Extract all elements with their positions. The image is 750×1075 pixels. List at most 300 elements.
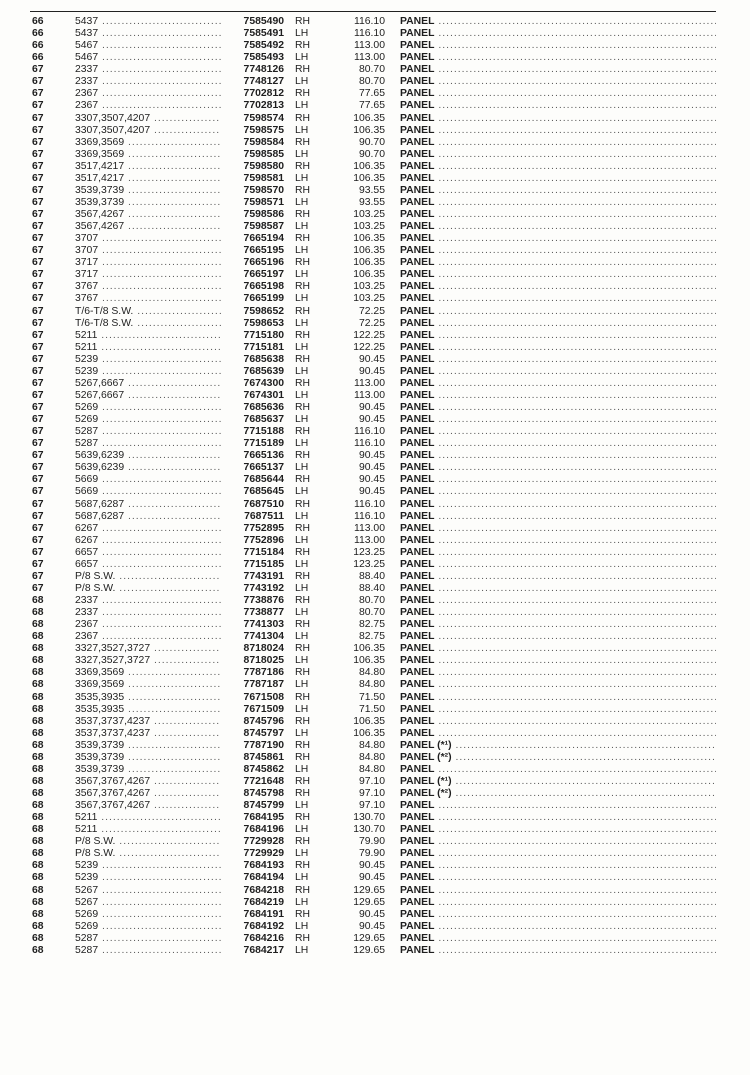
description-cell: PANEL ..... [400, 824, 716, 836]
price-cell: 122.25 [353, 341, 385, 353]
table-row [0, 426, 750, 438]
price-cell: 113.00 [353, 522, 385, 534]
table-row [0, 486, 750, 498]
model-cell: 5239 ..... [75, 860, 221, 872]
price-cell: 90.45 [358, 365, 385, 377]
table-row [0, 269, 750, 281]
description-cell: PANEL (*²) ..... [400, 752, 716, 764]
table-row [0, 643, 750, 655]
year-cell: 67 [32, 209, 44, 220]
model-cell: 5211 ..... [75, 812, 221, 824]
model-cell: 6657 ..... [75, 547, 221, 559]
price-cell: 123.25 [353, 558, 385, 570]
model-cell: 5437 ..... [75, 16, 221, 28]
part-number-cell: 7685638 [243, 353, 284, 365]
model-cell: 5467 ..... [75, 40, 221, 52]
table-row [0, 547, 750, 559]
year-cell: 67 [32, 293, 44, 305]
side-cell: LH [295, 293, 309, 305]
part-number-cell: 7715184 [243, 546, 284, 558]
side-cell: LH [295, 944, 309, 956]
description-cell: PANEL ..... [400, 631, 716, 643]
description-cell: PANEL ..... [400, 872, 716, 884]
table-row [0, 450, 750, 462]
year-cell: 68 [32, 848, 44, 860]
year-cell: 67 [32, 522, 44, 534]
side-cell: RH [295, 546, 311, 558]
table-row [0, 125, 750, 137]
year-cell: 67 [32, 570, 44, 582]
description-cell: PANEL ..... [400, 100, 716, 112]
table-row [0, 40, 750, 52]
year-cell: 67 [32, 450, 44, 462]
table-row [0, 704, 750, 716]
description-cell: PANEL (*¹) ..... [400, 776, 716, 788]
model-cell: 3539,3739 ..... [75, 197, 221, 209]
part-number-cell: 7665199 [243, 293, 284, 305]
price-cell: 122.25 [353, 329, 385, 341]
model-cell: 5239 ..... [75, 366, 221, 378]
side-cell: LH [295, 438, 309, 450]
price-cell: 106.35 [353, 160, 385, 172]
description-cell: PANEL ..... [400, 523, 716, 535]
part-number-cell: 7585491 [243, 28, 284, 40]
year-cell: 67 [32, 402, 44, 413]
description-cell: PANEL ..... [400, 547, 716, 559]
year-cell: 68 [32, 703, 44, 715]
year-cell: 68 [32, 667, 44, 679]
side-cell: LH [295, 172, 309, 184]
table-row [0, 88, 750, 100]
side-cell: RH [295, 619, 311, 631]
description-cell: PANEL ..... [400, 704, 716, 716]
side-cell: LH [295, 703, 309, 715]
model-cell: 3717 ..... [75, 257, 221, 269]
table-row [0, 113, 750, 125]
part-number-cell: 7738877 [243, 607, 284, 619]
part-number-cell: 8745862 [243, 763, 284, 775]
price-cell: 97.10 [358, 775, 385, 787]
side-cell: LH [295, 679, 309, 691]
description-cell: PANEL ..... [400, 667, 716, 679]
year-cell: 67 [32, 148, 44, 160]
year-cell: 67 [32, 438, 44, 450]
side-cell: LH [295, 341, 309, 353]
price-cell: 103.25 [353, 293, 385, 305]
description-cell: PANEL ..... [400, 486, 716, 498]
year-cell: 68 [32, 679, 44, 691]
description-cell: PANEL ..... [400, 607, 716, 619]
part-number-cell: 7752896 [243, 534, 284, 546]
table-row [0, 209, 750, 221]
part-number-cell: 7598653 [243, 317, 284, 329]
part-number-cell: 8718024 [243, 643, 284, 655]
parts-table [0, 16, 750, 957]
side-cell: RH [295, 16, 311, 27]
table-row [0, 402, 750, 414]
table-row [0, 245, 750, 257]
price-cell: 123.25 [353, 546, 385, 558]
part-number-cell: 8745799 [243, 800, 284, 812]
side-cell: LH [295, 148, 309, 160]
part-number-cell: 7715185 [243, 558, 284, 570]
price-cell: 106.35 [353, 124, 385, 136]
part-number-cell: 7702812 [243, 88, 284, 100]
side-cell: RH [295, 88, 311, 100]
side-cell: LH [295, 534, 309, 546]
part-number-cell: 7748126 [243, 64, 284, 76]
price-cell: 84.80 [358, 751, 385, 763]
table-row [0, 740, 750, 752]
table-row [0, 137, 750, 149]
side-cell: LH [295, 245, 309, 257]
description-cell: PANEL ..... [400, 438, 716, 450]
year-cell: 68 [32, 751, 44, 763]
year-cell: 67 [32, 510, 44, 522]
table-row [0, 848, 750, 860]
side-cell: LH [295, 607, 309, 619]
part-number-cell: 7685644 [243, 474, 284, 486]
price-cell: 88.40 [358, 582, 385, 594]
description-cell: PANEL ..... [400, 897, 716, 909]
price-cell: 80.70 [358, 607, 385, 619]
part-number-cell: 7721648 [243, 775, 284, 787]
price-cell: 90.45 [358, 414, 385, 426]
model-cell: 3567,4267 ..... [75, 221, 221, 233]
description-cell: PANEL ..... [400, 692, 716, 704]
model-cell: 5211 ..... [75, 342, 221, 354]
price-cell: 106.35 [353, 715, 385, 727]
description-cell: PANEL ..... [400, 571, 716, 583]
side-cell: LH [295, 655, 309, 667]
price-cell: 113.00 [353, 40, 385, 52]
year-cell: 68 [32, 872, 44, 884]
part-number-cell: 7684217 [243, 944, 284, 956]
side-cell: RH [295, 812, 311, 824]
description-cell: PANEL ..... [400, 197, 716, 209]
part-number-cell: 7752895 [243, 522, 284, 534]
price-cell: 103.25 [353, 221, 385, 233]
year-cell: 67 [32, 64, 44, 76]
year-cell: 67 [32, 341, 44, 353]
description-cell: PANEL ..... [400, 499, 716, 511]
description-cell: PANEL ..... [400, 462, 716, 474]
part-number-cell: 7715189 [243, 438, 284, 450]
model-cell: 3567,3767,4267 ..... [75, 800, 221, 812]
part-number-cell: 7685637 [243, 414, 284, 426]
table-row [0, 885, 750, 897]
model-cell: 3567,4267 ..... [75, 209, 221, 221]
year-cell: 67 [32, 486, 44, 498]
part-number-cell: 7598570 [243, 184, 284, 196]
description-cell: PANEL ..... [400, 836, 716, 848]
side-cell: RH [295, 775, 311, 787]
model-cell: P/8 S.W. ..... [75, 571, 221, 583]
model-cell: 5669 ..... [75, 474, 221, 486]
description-cell: PANEL ..... [400, 354, 716, 366]
price-cell: 79.90 [358, 848, 385, 860]
model-cell: 3327,3527,3727 ..... [75, 643, 221, 655]
side-cell: LH [295, 28, 309, 40]
year-cell: 67 [32, 100, 44, 112]
price-cell: 71.50 [358, 703, 385, 715]
part-number-cell: 7743191 [243, 570, 284, 582]
table-row [0, 692, 750, 704]
price-cell: 116.10 [353, 426, 385, 438]
price-cell: 90.45 [358, 353, 385, 365]
year-cell: 67 [32, 233, 44, 245]
year-cell: 68 [32, 775, 44, 787]
side-cell: LH [295, 631, 309, 643]
side-cell: RH [295, 136, 311, 148]
part-number-cell: 7598585 [243, 148, 284, 160]
part-number-cell: 7684216 [243, 932, 284, 944]
side-cell: RH [295, 860, 311, 872]
description-cell: PANEL ..... [400, 185, 716, 197]
part-number-cell: 7687511 [244, 510, 284, 522]
part-number-cell: 7674300 [243, 377, 284, 389]
model-cell: 5267 ..... [75, 897, 221, 909]
model-cell: 3517,4217 ..... [75, 173, 221, 185]
side-cell: RH [295, 112, 311, 124]
price-cell: 71.50 [358, 691, 385, 703]
part-number-cell: 7598652 [243, 305, 284, 317]
table-row [0, 679, 750, 691]
part-number-cell: 7585493 [243, 52, 284, 64]
year-cell: 67 [32, 498, 44, 510]
model-cell: 3537,3737,4237 ..... [75, 728, 221, 740]
part-number-cell: 7598574 [243, 112, 284, 124]
year-cell: 68 [32, 607, 44, 619]
price-cell: 84.80 [358, 763, 385, 775]
model-cell: 3767 ..... [75, 293, 221, 305]
part-number-cell: 7665137 [243, 462, 284, 474]
year-cell: 68 [32, 812, 44, 824]
price-cell: 84.80 [358, 739, 385, 751]
table-row [0, 474, 750, 486]
table-row [0, 836, 750, 848]
model-cell: 3535,3935 ..... [75, 704, 221, 716]
side-cell: LH [295, 76, 309, 88]
price-cell: 106.35 [353, 245, 385, 257]
price-cell: 90.70 [358, 136, 385, 148]
side-cell: RH [295, 377, 311, 389]
part-number-cell: 7598587 [243, 221, 284, 233]
model-cell: 3717 ..... [75, 269, 221, 281]
side-cell: LH [295, 848, 309, 860]
part-number-cell: 7743192 [243, 582, 284, 594]
part-number-cell: 7585490 [243, 16, 284, 27]
description-cell: PANEL ..... [400, 125, 716, 137]
part-number-cell: 8718025 [243, 655, 284, 667]
description-cell: PANEL ..... [400, 366, 716, 378]
model-cell: 5267 ..... [75, 885, 221, 897]
part-number-cell: 7685645 [243, 486, 284, 498]
table-row [0, 788, 750, 800]
description-cell: PANEL ..... [400, 945, 716, 957]
side-cell: LH [295, 269, 309, 281]
side-cell: LH [295, 800, 309, 812]
part-number-cell: 7671508 [243, 691, 284, 703]
description-cell: PANEL ..... [400, 450, 716, 462]
side-cell: LH [295, 920, 309, 932]
year-cell: 68 [32, 643, 44, 655]
table-row [0, 824, 750, 836]
description-cell: PANEL ..... [400, 330, 716, 342]
side-cell: RH [295, 64, 311, 76]
description-cell: PANEL ..... [400, 848, 716, 860]
side-cell: RH [295, 474, 311, 486]
table-row [0, 390, 750, 402]
year-cell: 67 [32, 317, 44, 329]
side-cell: LH [295, 124, 309, 136]
description-cell: PANEL ..... [400, 909, 716, 921]
side-cell: LH [295, 872, 309, 884]
description-cell: PANEL ..... [400, 149, 716, 161]
table-row [0, 945, 750, 957]
year-cell: 67 [32, 329, 44, 341]
part-number-cell: 7671509 [243, 703, 284, 715]
side-cell: RH [295, 426, 311, 438]
description-cell: PANEL ..... [400, 378, 716, 390]
description-cell: PANEL ..... [400, 655, 716, 667]
table-row [0, 366, 750, 378]
description-cell: PANEL (*¹) ..... [400, 740, 716, 752]
year-cell: 68 [32, 944, 44, 956]
model-cell: 6657 ..... [75, 559, 221, 571]
price-cell: 72.25 [358, 305, 385, 317]
price-cell: 90.45 [358, 872, 385, 884]
description-cell: PANEL ..... [400, 233, 716, 245]
model-cell: 2337 ..... [75, 76, 221, 88]
model-cell: 3369,3569 ..... [75, 149, 221, 161]
part-number-cell: 7598575 [243, 124, 284, 136]
price-cell: 129.65 [353, 932, 385, 944]
price-cell: 80.70 [358, 64, 385, 76]
year-cell: 67 [32, 269, 44, 281]
part-number-cell: 7729928 [243, 836, 284, 848]
part-number-cell: 7715188 [243, 426, 284, 438]
year-cell: 67 [32, 365, 44, 377]
year-cell: 67 [32, 305, 44, 317]
model-cell: 3539,3739 ..... [75, 764, 221, 776]
price-cell: 88.40 [358, 570, 385, 582]
side-cell: LH [295, 824, 309, 836]
part-number-cell: 7684194 [243, 872, 284, 884]
price-cell: 90.45 [358, 474, 385, 486]
part-number-cell: 7684219 [243, 896, 284, 908]
table-row [0, 342, 750, 354]
description-cell: PANEL ..... [400, 474, 716, 486]
model-cell: 5287 ..... [75, 426, 221, 438]
side-cell: RH [295, 450, 311, 462]
model-cell: P/8 S.W. ..... [75, 583, 221, 595]
part-number-cell: 7729929 [243, 848, 284, 860]
model-cell: 2337 ..... [75, 64, 221, 76]
model-cell: 2367 ..... [75, 88, 221, 100]
table-row [0, 16, 750, 28]
side-cell: RH [295, 739, 311, 751]
part-number-cell: 7684196 [243, 824, 284, 836]
table-row [0, 149, 750, 161]
part-number-cell: 7685639 [243, 365, 284, 377]
year-cell: 68 [32, 595, 44, 606]
year-cell: 67 [32, 377, 44, 389]
model-cell: 3707 ..... [75, 233, 221, 245]
side-cell: RH [295, 595, 311, 606]
table-row [0, 897, 750, 909]
year-cell: 67 [32, 558, 44, 570]
model-cell: 2367 ..... [75, 100, 221, 112]
model-cell: 5669 ..... [75, 486, 221, 498]
table-row [0, 776, 750, 788]
description-cell: PANEL ..... [400, 173, 716, 185]
model-cell: 3537,3737,4237 ..... [75, 716, 221, 728]
table-row [0, 559, 750, 571]
year-cell: 67 [32, 281, 44, 293]
part-number-cell: 8745861 [243, 751, 284, 763]
model-cell: 2337 ..... [75, 595, 221, 607]
side-cell: RH [295, 932, 311, 944]
table-row [0, 354, 750, 366]
year-cell: 67 [32, 389, 44, 401]
price-cell: 106.35 [353, 269, 385, 281]
description-cell: PANEL ..... [400, 511, 716, 523]
side-cell: RH [295, 908, 311, 920]
year-cell: 67 [32, 353, 44, 365]
part-number-cell: 7665197 [243, 269, 284, 281]
description-cell: PANEL ..... [400, 679, 716, 691]
price-cell: 106.35 [353, 727, 385, 739]
side-cell: LH [295, 414, 309, 426]
table-row [0, 571, 750, 583]
price-cell: 72.25 [358, 317, 385, 329]
year-cell: 67 [32, 582, 44, 594]
description-cell: PANEL ..... [400, 113, 716, 125]
price-cell: 116.10 [353, 28, 385, 40]
side-cell: LH [295, 486, 309, 498]
price-cell: 90.70 [358, 148, 385, 160]
table-row [0, 535, 750, 547]
table-row [0, 667, 750, 679]
model-cell: 2367 ..... [75, 631, 221, 643]
part-number-cell: 7665196 [243, 257, 284, 269]
table-row [0, 595, 750, 607]
side-cell: RH [295, 691, 311, 703]
price-cell: 129.65 [353, 884, 385, 896]
price-cell: 113.00 [353, 377, 385, 389]
part-number-cell: 7665194 [243, 233, 284, 245]
table-row [0, 631, 750, 643]
part-number-cell: 7665198 [243, 281, 284, 293]
side-cell: LH [295, 558, 309, 570]
table-row [0, 716, 750, 728]
side-cell: LH [295, 317, 309, 329]
description-cell: PANEL ..... [400, 595, 716, 607]
model-cell: 3539,3739 ..... [75, 185, 221, 197]
year-cell: 66 [32, 28, 44, 40]
description-cell: PANEL ..... [400, 161, 716, 173]
part-number-cell: 7684195 [243, 812, 284, 824]
description-cell: PANEL ..... [400, 306, 716, 318]
price-cell: 90.45 [358, 860, 385, 872]
side-cell: RH [295, 353, 311, 365]
table-row [0, 257, 750, 269]
part-number-cell: 7674301 [243, 389, 284, 401]
table-row [0, 64, 750, 76]
part-number-cell: 7738876 [243, 595, 284, 606]
model-cell: 3707 ..... [75, 245, 221, 257]
